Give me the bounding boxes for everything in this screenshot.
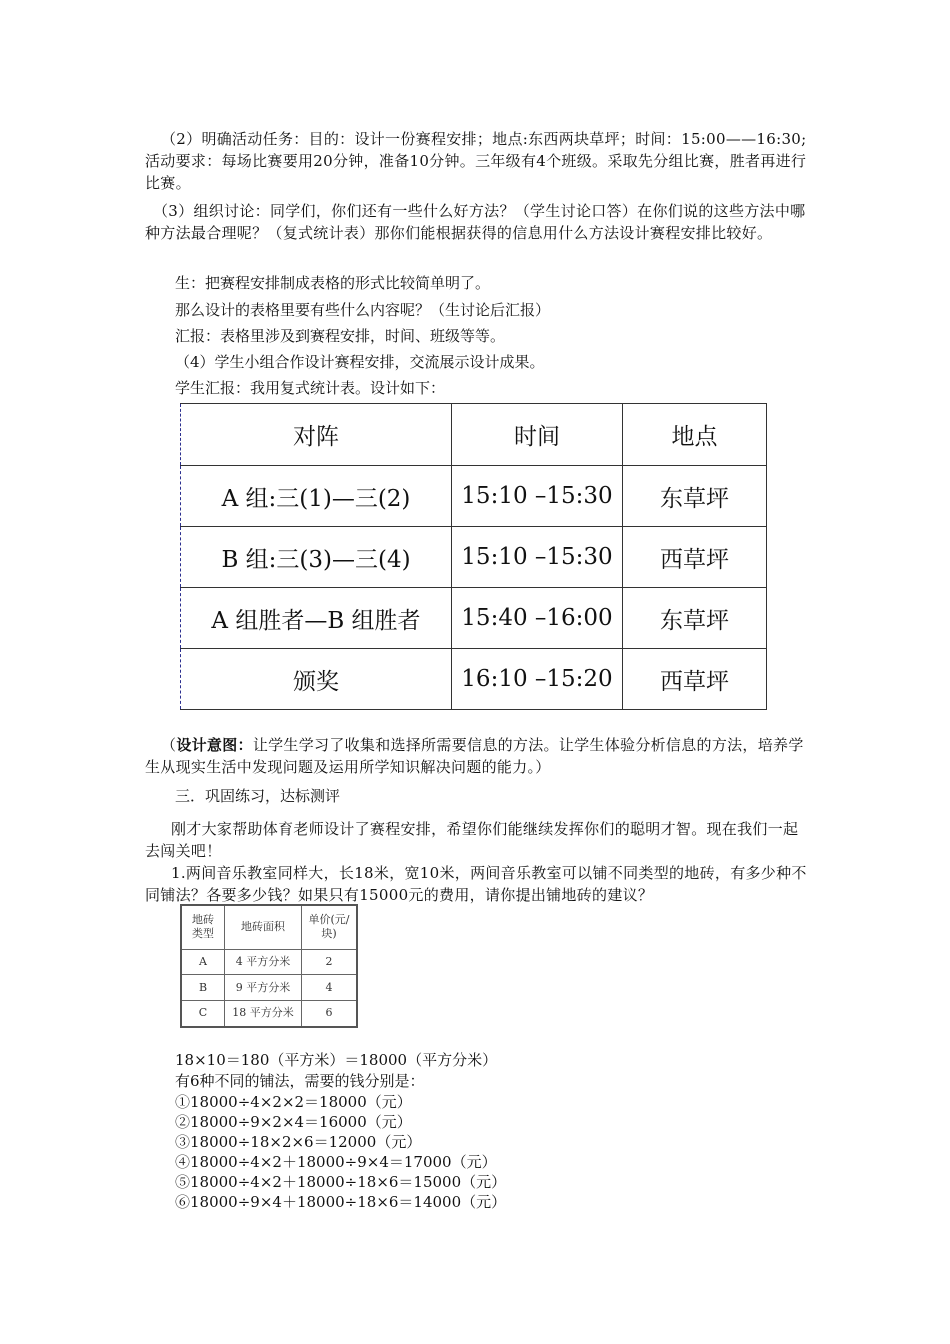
- tile-header-row: [181, 905, 357, 949]
- student-answer: 生：把赛程安排制成表格的形式比较简单明了。: [175, 274, 491, 292]
- schedule-row: [181, 527, 767, 588]
- area-calculation: 18×10＝180（平方米）＝18000（平方分米）: [175, 1051, 498, 1069]
- tile-cell: 2: [302, 949, 358, 975]
- design-intent-label: 设计意图：: [176, 736, 253, 754]
- schedule-cell: 15:10 –15:30: [452, 527, 623, 588]
- calc-item: ⑤18000÷4×2＋18000÷18×6＝15000（元）: [175, 1173, 507, 1191]
- calc-item: ③18000÷18×2×6＝12000（元）: [175, 1133, 422, 1151]
- tile-cell: 6: [302, 1000, 358, 1027]
- design-intent-paragraph: [145, 734, 810, 778]
- schedule-header-cell: 地点: [623, 404, 767, 466]
- calc-item: ①18000÷4×2×2＝18000（元）: [175, 1093, 412, 1111]
- schedule-cell: 16:10 –15:20: [452, 649, 623, 710]
- intro-paragraph: 刚才大家帮助体育老师设计了赛程安排，希望你们能继续发挥你们的聪明才智。现在我们一起去闯关吧！: [145, 820, 799, 860]
- tile-cell: 4 平方分米: [225, 949, 302, 975]
- tile-cell: C: [181, 1000, 225, 1027]
- paragraph-activity-task: （2）明确活动任务：目的：设计一份赛程安排；地点:东西两块草坪；时间：15:00——16:30;活动要求：每场比赛要用20分钟，准备10分钟。三年级有4个班级。采取先分组比赛，胜者再进行比赛。: [145, 130, 807, 192]
- schedule-cell: 西草坪: [623, 649, 767, 710]
- schedule-header-cell: 对阵: [181, 404, 452, 466]
- schedule-cell: A 组:三(1)—三(2): [181, 466, 452, 527]
- paragraph-discussion: （3）组织讨论：同学们，你们还有一些什么好方法？（学生讨论口答）在你们说的这些方法中哪种方法最合理呢？（复式统计表）那你们能根据获得的信息用什么方法设计赛程安排比较好。: [145, 202, 806, 242]
- tile-cell: B: [181, 975, 225, 1001]
- calc-item: ④18000÷4×2＋18000÷9×4＝17000（元）: [175, 1153, 497, 1171]
- tile-price-table: [180, 904, 358, 1028]
- schedule-table: [180, 403, 767, 710]
- schedule-cell: 东草坪: [623, 466, 767, 527]
- teacher-question: 那么设计的表格里要有些什么内容呢？（生讨论后汇报）: [175, 301, 551, 319]
- design-intent-text: 让学生学习了收集和选择所需要信息的方法。让学生体验分析信息的方法，培养学生从现实生活中发现问题及运用所学知识解决问题的能力。）: [145, 736, 804, 776]
- tile-cell: 9 平方分米: [225, 975, 302, 1001]
- schedule-cell: 西草坪: [623, 527, 767, 588]
- schedule-row: [181, 466, 767, 527]
- calc-item: ②18000÷9×2×4＝16000（元）: [175, 1113, 412, 1131]
- design-open-paren: （: [161, 736, 177, 754]
- tile-row: [181, 975, 357, 1001]
- schedule-cell: A 组胜者—B 组胜者: [181, 588, 452, 649]
- tile-cell: 18 平方分米: [225, 1000, 302, 1027]
- schedule-cell: 颁奖: [181, 649, 452, 710]
- student-report-line: 学生汇报：我用复式统计表。设计如下：: [175, 379, 446, 397]
- schedule-cell: B 组:三(3)—三(4): [181, 527, 452, 588]
- schedule-cell: 东草坪: [623, 588, 767, 649]
- tile-cell: 4: [302, 975, 358, 1001]
- calc-summary: 有6种不同的铺法，需要的钱分别是：: [175, 1072, 425, 1090]
- schedule-header-row: [181, 404, 767, 466]
- schedule-cell: 15:10 –15:30: [452, 466, 623, 527]
- tile-header-cell: 地砖类型: [181, 905, 225, 949]
- tile-header-cell: 单价(元/块): [302, 905, 358, 949]
- tile-row: [181, 949, 357, 975]
- group-work-line: （4）学生小组合作设计赛程安排，交流展示设计成果。: [175, 353, 545, 371]
- tile-header-cell: 地砖面积: [225, 905, 302, 949]
- section-heading: 三．巩固练习，达标测评: [175, 787, 341, 805]
- calc-item: ⑥18000÷9×4＋18000÷18×6＝14000（元）: [175, 1193, 507, 1211]
- tile-row: [181, 1000, 357, 1027]
- schedule-row: [181, 649, 767, 710]
- schedule-header-cell: 时间: [452, 404, 623, 466]
- schedule-cell: 15:40 –16:00: [452, 588, 623, 649]
- question-1: 1.两间音乐教室同样大，长18米，宽10米，两间音乐教室可以铺不同类型的地砖，有多少种不同铺法？各要多少钱？如果只有15000元的费用，请你提出铺地砖的建议？: [145, 864, 807, 904]
- tile-cell: A: [181, 949, 225, 975]
- report-line: 汇报：表格里涉及到赛程安排，时间、班级等等。: [175, 327, 506, 345]
- schedule-row: [181, 588, 767, 649]
